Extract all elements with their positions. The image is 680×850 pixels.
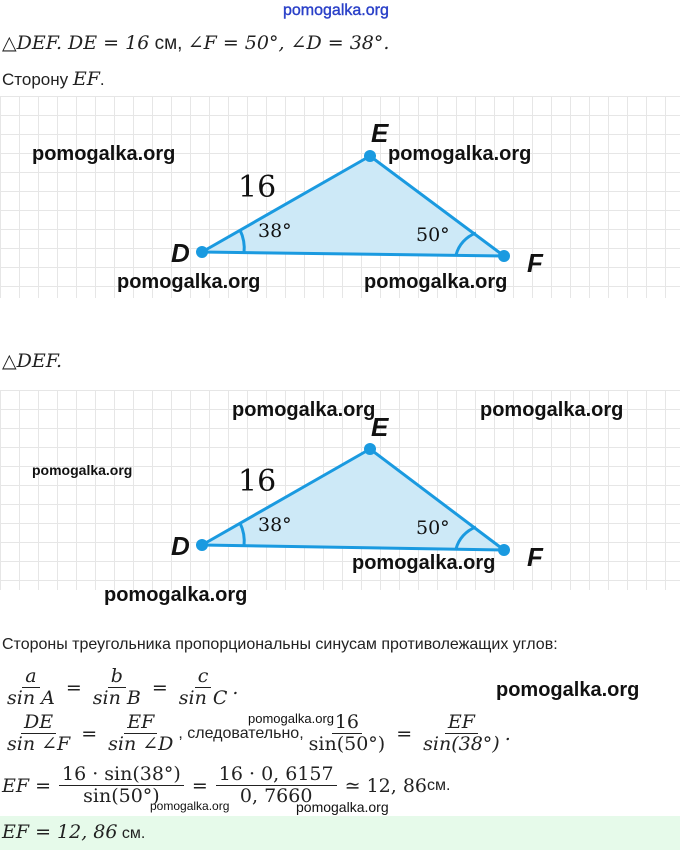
watermark: pomogalka.org xyxy=(480,399,624,421)
watermark: pomogalka.org xyxy=(104,584,248,606)
vertex-label-f: F xyxy=(527,542,543,572)
point-f xyxy=(498,544,510,556)
equals-sign: = xyxy=(396,722,413,745)
formula-end: . xyxy=(232,676,239,699)
fraction: $\frac{EF}{\sin \angle D}$ xyxy=(108,711,174,755)
watermark: pomogalka.org xyxy=(352,552,496,574)
step-3-lhs: EF xyxy=(2,774,30,797)
fraction: $\frac{16 \cdot \sin(38^\circ)}{\sin(50^\circ)}$ xyxy=(59,764,184,807)
angle-label-d: 38° xyxy=(258,514,292,536)
point-d xyxy=(196,246,208,258)
fraction: $\frac{16}{\sin(50^\circ)}$ xyxy=(308,711,386,755)
watermark: pomogalka.org xyxy=(150,799,230,813)
given-angles: ∠F = 50°, ∠D = 38°. xyxy=(187,32,390,54)
side-label-de: 16 xyxy=(238,170,277,205)
watermark: pomogalka.org xyxy=(232,399,376,421)
find-label: Сторону xyxy=(2,70,73,89)
given-line xyxy=(2,32,389,55)
equals-sign: = xyxy=(151,676,168,699)
answer-box xyxy=(0,816,680,850)
answer-unit: см. xyxy=(117,825,146,842)
given-unit: см, xyxy=(149,33,188,54)
vertex-label-f: F xyxy=(527,248,543,278)
equals-sign: = xyxy=(35,774,51,797)
point-e xyxy=(364,443,376,455)
side-label-de: 16 xyxy=(238,464,277,499)
fraction: $\frac{a}{\text{sin A}}$ xyxy=(7,665,55,709)
point-f xyxy=(498,250,510,262)
watermark: pomogalka.org xyxy=(248,711,334,726)
find-dot: . xyxy=(99,70,105,89)
point-e xyxy=(364,150,376,162)
angle-label-f: 50° xyxy=(416,224,450,246)
answer-math: EF = 12, 86 xyxy=(2,821,118,843)
vertex-label-e: E xyxy=(371,118,389,148)
answer-line xyxy=(2,821,145,844)
watermark: pomogalka.org xyxy=(296,799,389,815)
watermark: pomogalka.org xyxy=(496,679,640,701)
law-formula xyxy=(2,666,238,709)
equals-sign: = xyxy=(191,774,208,797)
step-3-unit: см. xyxy=(427,776,451,794)
angle-label-d: 38° xyxy=(258,220,292,242)
solution-triangle: △DEF. xyxy=(2,350,62,372)
fraction: $\frac{b}{\text{sin B}}$ xyxy=(92,665,141,709)
vertex-label-e: E xyxy=(371,412,389,442)
find-math: EF xyxy=(72,68,100,90)
watermark: pomogalka.org xyxy=(32,462,133,478)
equals-sign: = xyxy=(65,676,82,699)
step-3-approx: ≃ 12, 86 xyxy=(344,774,428,797)
watermark: pomogalka.org xyxy=(388,143,532,165)
vertex-label-d: D xyxy=(171,238,190,268)
top-watermark: pomogalka.org xyxy=(283,2,389,19)
fraction: $\frac{16 \cdot 0, 6157}{0, 7660}$ xyxy=(216,764,337,807)
watermark: pomogalka.org xyxy=(364,271,508,293)
formula-end: . xyxy=(504,722,511,745)
given-math: △DEF. DE = 16 xyxy=(2,32,150,54)
equals-sign: = xyxy=(81,722,98,745)
watermark: pomogalka.org xyxy=(32,143,176,165)
watermark: pomogalka.org xyxy=(117,271,261,293)
fraction: $\frac{DE}{\sin \angle F}$ xyxy=(7,711,71,755)
fraction: $\frac{EF}{\sin(38^\circ)}$ xyxy=(423,711,500,755)
fraction: $\frac{c}{\text{sin C}}$ xyxy=(178,665,228,709)
vertex-label-d: D xyxy=(171,531,190,561)
step-2-connector: , следовательно, xyxy=(178,724,304,742)
find-line xyxy=(2,68,105,90)
law-statement: Стороны треугольника пропорциональны синусам противолежащих углов: xyxy=(2,636,558,653)
angle-label-f: 50° xyxy=(416,517,450,539)
point-d xyxy=(196,539,208,551)
figure-1-grid xyxy=(0,96,680,298)
triangle-figure-1 xyxy=(0,96,680,298)
